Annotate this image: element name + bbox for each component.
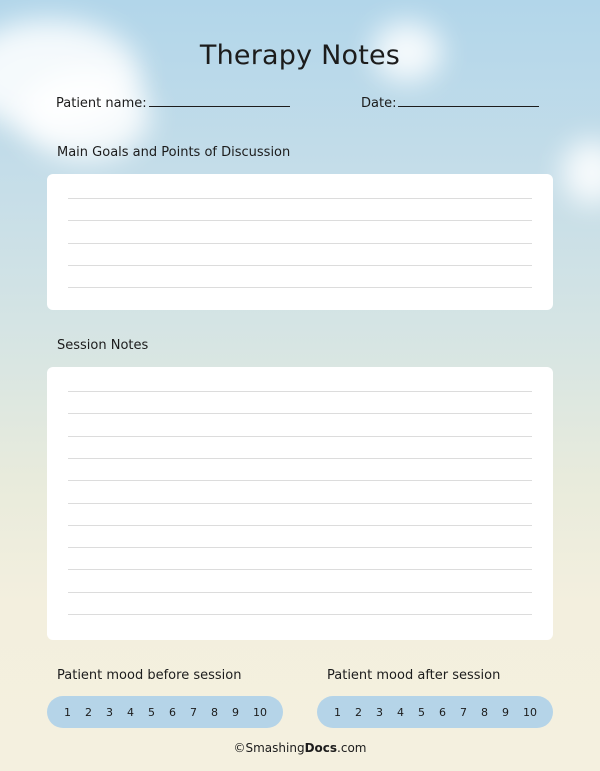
mood-scale-option[interactable]: 2 [85,705,92,719]
mood-scale-option[interactable]: 1 [64,705,71,719]
brand-name-part: Smashing [245,741,305,755]
mood-scale-option[interactable]: 9 [232,705,239,719]
session-notes-label: Session Notes [57,338,149,353]
mood-scale-option[interactable]: 5 [148,705,155,719]
goals-section-label: Main Goals and Points of Discussion [57,145,291,160]
ruled-line [68,480,532,481]
ruled-line [68,503,532,504]
date-line[interactable] [398,94,539,107]
mood-scale-option[interactable]: 10 [523,705,537,719]
ruled-line [68,287,532,288]
page-title: Therapy Notes [199,40,401,71]
session-notes-box[interactable] [47,367,553,640]
mood-scale-option[interactable]: 3 [376,705,383,719]
mood-scale-option[interactable]: 7 [190,705,197,719]
mood-scale-option[interactable]: 4 [127,705,134,719]
patient-name-field[interactable] [56,94,290,111]
patient-name-label: Patient name: [56,96,147,111]
mood-scale-option[interactable]: 10 [253,705,267,719]
patient-name-line[interactable] [149,94,290,107]
brand-name-bold: Docs [304,741,338,755]
mood-scale-option[interactable]: 6 [169,705,176,719]
ruled-line [68,525,532,526]
ruled-line [68,265,532,266]
mood-scale-option[interactable]: 6 [439,705,446,719]
ruled-line [68,569,532,570]
mood-scale-option[interactable]: 9 [502,705,509,719]
mood-scale-option[interactable]: 3 [106,705,113,719]
mood-scale-option[interactable]: 8 [211,705,218,719]
cloud-decoration [562,140,600,205]
mood-after-scale[interactable] [317,696,553,728]
ruled-line [68,391,532,392]
ruled-line [68,547,532,548]
ruled-line [68,436,532,437]
copyright-symbol: © [233,741,246,755]
mood-scale-option[interactable]: 4 [397,705,404,719]
mood-after-label: Patient mood after session [327,668,501,683]
date-label: Date: [361,96,397,111]
ruled-line [68,458,532,459]
mood-scale-option[interactable]: 8 [481,705,488,719]
footer-brand [0,741,600,755]
ruled-line [68,413,532,414]
mood-scale-option[interactable]: 1 [334,705,341,719]
mood-before-scale[interactable] [47,696,283,728]
date-field[interactable] [361,94,539,111]
ruled-line [68,243,532,244]
mood-scale-option[interactable]: 5 [418,705,425,719]
mood-scale-option[interactable]: 7 [460,705,467,719]
brand-domain: .com [337,741,367,755]
mood-scale-option[interactable]: 2 [355,705,362,719]
ruled-line [68,592,532,593]
ruled-line [68,220,532,221]
goals-notes-box[interactable] [47,174,553,310]
ruled-line [68,198,532,199]
mood-before-label: Patient mood before session [57,668,242,683]
ruled-line [68,614,532,615]
